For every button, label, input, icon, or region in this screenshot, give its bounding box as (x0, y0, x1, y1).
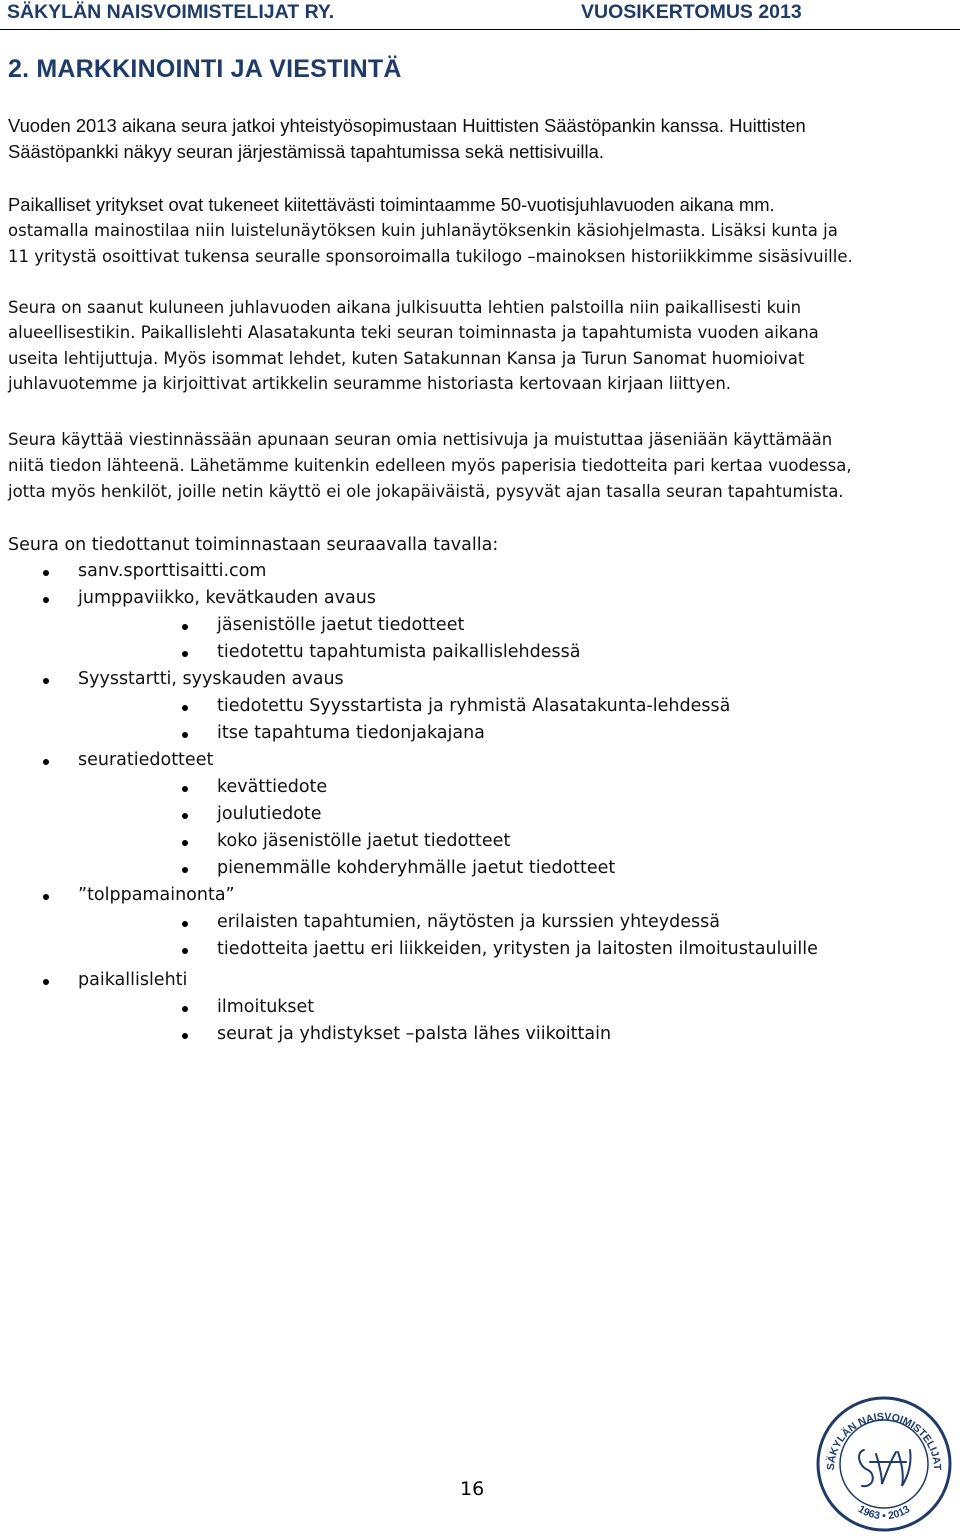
list-item: paikallislehti (78, 970, 188, 990)
page-number: 16 (460, 1478, 485, 1500)
bullet-icon (182, 867, 188, 873)
list-item: itse tapahtuma tiedonjakajana (217, 723, 485, 743)
logo-ring-text: SÄKYLÄN NAISVOIMISTELIJAT (824, 1410, 944, 1471)
list-item: koko jäsenistölle jaetut tiedotteet (217, 831, 511, 851)
list-item: pienemmälle kohderyhmälle jaetut tiedotteet (217, 858, 616, 878)
list-item: kevättiedote (217, 777, 328, 797)
paragraph-line: 11 yritystä osoittivat tukensa seuralle sponsoroimalla tukilogo –mainoksen historiikkimme sisäsivuille. (8, 247, 853, 266)
bullet-icon (43, 570, 49, 576)
list-item: jumppaviikko, kevätkauden avaus (78, 588, 376, 608)
paragraph-line: Seura käyttää viestinnässään apunaan seuran omia nettisivuja ja muistuttaa jäseniään käyttämään (8, 430, 833, 449)
paragraph-line: useita lehtijuttuja. Myös isommat lehdet, kuten Satakunnan Kansa ja Turun Sanomat huomioivat (8, 349, 805, 368)
list-item: tiedotettu Syysstartista ja ryhmistä Alasatakunta-lehdessä (217, 696, 731, 716)
paragraph-line: Paikalliset yritykset ovat tukeneet kiitettävästi toimintaamme 50-vuotisjuhlavuoden aikana mm. (8, 194, 775, 215)
bullet-icon (182, 840, 188, 846)
list-item: ilmoitukset (217, 997, 315, 1017)
bullet-icon (182, 651, 188, 657)
bullet-icon (43, 597, 49, 603)
bullet-icon (182, 624, 188, 630)
paragraph-line: jotta myös henkilöt, joille netin käyttö ei ole jokapäiväistä, pysyvät ajan tasalla seuran tapahtumista. (8, 482, 844, 501)
header-rule (0, 29, 960, 30)
bullet-icon (43, 759, 49, 765)
paragraph-line: juhlavuotemme ja kirjoittivat artikkelin seuramme historiasta kertovaan kirjaan liittyen. (8, 374, 732, 393)
bullet-icon (43, 894, 49, 900)
list-item: tiedotteita jaettu eri liikkeiden, yritysten ja laitosten ilmoitustauluille (217, 939, 818, 959)
list-item: joulutiedote (217, 804, 322, 824)
bullet-icon (182, 1033, 188, 1039)
bullet-icon (43, 979, 49, 985)
list-intro: Seura on tiedottanut toiminnastaan seuraavalla tavalla: (8, 535, 499, 555)
list-item: seurat ja yhdistykset –palsta lähes viikoittain (217, 1024, 612, 1044)
paragraph-line: ostamalla mainostilaa niin luistelunäytöksen kuin juhlanäytöksenkin käsiohjelmasta. Lisäksi kunta ja (8, 221, 838, 240)
bullet-icon (182, 813, 188, 819)
club-logo (812, 1392, 956, 1536)
header-org: SÄKYLÄN NAISVOIMISTELIJAT RY. (7, 1, 335, 23)
bullet-icon (182, 948, 188, 954)
paragraph-line: alueellisestikin. Paikallislehti Alasatakunta teki seuran toiminnasta ja tapahtumista vuoden aikana (8, 323, 819, 342)
signature-monogram-icon (859, 1450, 910, 1486)
logo-years: 1963 • 2013 (855, 1503, 913, 1523)
list-item: sanv.sporttisaitti.com (78, 561, 267, 581)
list-item: jäsenistölle jaetut tiedotteet (217, 615, 465, 635)
bullet-icon (182, 705, 188, 711)
list-item: ”tolppamainonta” (78, 885, 235, 905)
bullet-icon (182, 921, 188, 927)
bullet-icon (182, 786, 188, 792)
list-item: erilaisten tapahtumien, näytösten ja kurssien yhteydessä (217, 912, 720, 932)
bullet-icon (182, 732, 188, 738)
list-item: tiedotettu tapahtumista paikallislehdessä (217, 642, 581, 662)
paragraph-line: Säästöpankki näkyy seuran järjestämissä tapahtumissa sekä nettisivuilla. (8, 141, 604, 162)
bullet-icon (182, 1006, 188, 1012)
list-item: seuratiedotteet (78, 750, 214, 770)
section-title: 2. MARKKINOINTI JA VIESTINTÄ (8, 55, 402, 83)
bullet-icon (43, 678, 49, 684)
paragraph-line: Seura on saanut kuluneen juhlavuoden aikana julkisuutta lehtien palstoilla niin paikallisesti kuin (8, 298, 802, 317)
list-item: Syysstartti, syyskauden avaus (78, 669, 344, 689)
paragraph-line: Vuoden 2013 aikana seura jatkoi yhteistyösopimustaan Huittisten Säästöpankin kanssa. Huittisten (8, 115, 806, 136)
header-report: VUOSIKERTOMUS 2013 (581, 1, 802, 23)
paragraph-line: niitä tiedon lähteenä. Lähetämme kuitenkin edelleen myös paperisia tiedotteita pari kertaa vuodessa, (8, 456, 852, 475)
